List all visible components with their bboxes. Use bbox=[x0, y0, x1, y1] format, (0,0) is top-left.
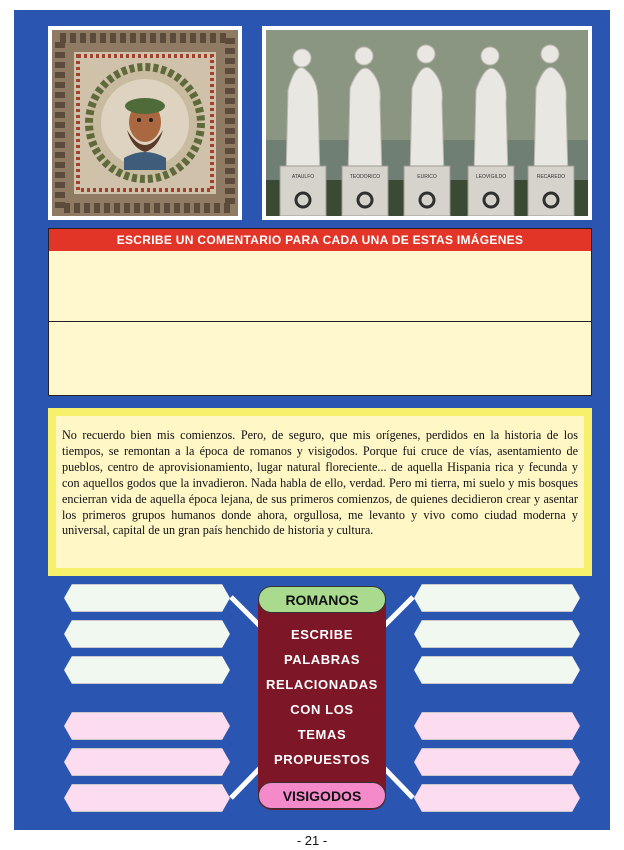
plaque-leovigildo: LEOVIGILDO bbox=[475, 174, 507, 180]
visigodos-label: VISIGODOS bbox=[258, 782, 386, 809]
instruction-line-5: TEMAS bbox=[297, 727, 347, 742]
plaque-ataulfo: ATAULFO bbox=[291, 174, 315, 180]
plaque-recaredo: RECAREDO bbox=[536, 174, 566, 180]
plaque-eurico: EURICO bbox=[417, 174, 437, 180]
word-box-romanos-left-2[interactable] bbox=[64, 620, 230, 648]
page-number: - 21 - bbox=[296, 833, 328, 848]
word-box-visigodos-left-3[interactable] bbox=[64, 784, 230, 812]
instruction-line-2: PALABRAS bbox=[283, 652, 361, 667]
instruction-line-6: PROPUESTOS bbox=[273, 752, 371, 767]
word-box-visigodos-right-2[interactable] bbox=[414, 748, 580, 776]
word-box-visigodos-right-3[interactable] bbox=[414, 784, 580, 812]
word-box-visigodos-left-1[interactable] bbox=[64, 712, 230, 740]
word-box-visigodos-left-2[interactable] bbox=[64, 748, 230, 776]
plaque-teodorico: TEODORICO bbox=[349, 174, 381, 180]
word-box-romanos-left-3[interactable] bbox=[64, 656, 230, 684]
romanos-label: ROMANOS bbox=[258, 586, 386, 613]
roman-mosaic-image bbox=[48, 26, 242, 220]
instruction-line-4: CON LOS bbox=[290, 702, 354, 717]
comment-line-2[interactable] bbox=[49, 322, 591, 393]
word-box-romanos-right-3[interactable] bbox=[414, 656, 580, 684]
comment-header: ESCRIBE UN COMENTARIO PARA CADA UNA DE ESTAS IMÁGENES bbox=[49, 229, 591, 251]
word-box-visigodos-right-1[interactable] bbox=[414, 712, 580, 740]
word-box-romanos-right-1[interactable] bbox=[414, 584, 580, 612]
word-box-romanos-right-2[interactable] bbox=[414, 620, 580, 648]
instruction-line-1: ESCRIBE bbox=[291, 627, 353, 642]
comment-box bbox=[48, 228, 592, 396]
reading-text-box bbox=[48, 408, 592, 576]
visigoth-kings-statues-image bbox=[262, 26, 592, 220]
word-box-romanos-left-1[interactable] bbox=[64, 584, 230, 612]
comment-line-1[interactable] bbox=[49, 251, 591, 322]
reading-paragraph: No recuerdo bien mis comienzos. Pero, de seguro, que mis orígenes, perdidos en la historia de los tiempos, se remontan a la época de romanos y visigodos. Porque fui cruce de vías, asentamiento de pueblos, centro de aprovisionamiento, lugar natural floreciente... de aquella Hispania rica y fecunda y con aquellos godos que la invadieron. Nada habla de ello, verdad. Pero mi tierra, mi suelo y mis bosques encierran vida de aquella época lejana, de sus primeros comienzos, de quienes decidieron crear y asentar los primeros grupos humanos donde ahora, orgullosa, me levanto y vivo como ciudad moderna y universal, capital de un gran país henchido de historia y cultura. bbox=[56, 416, 584, 568]
instruction-line-3: RELACIONADAS bbox=[266, 677, 378, 692]
center-instructions bbox=[258, 622, 386, 772]
